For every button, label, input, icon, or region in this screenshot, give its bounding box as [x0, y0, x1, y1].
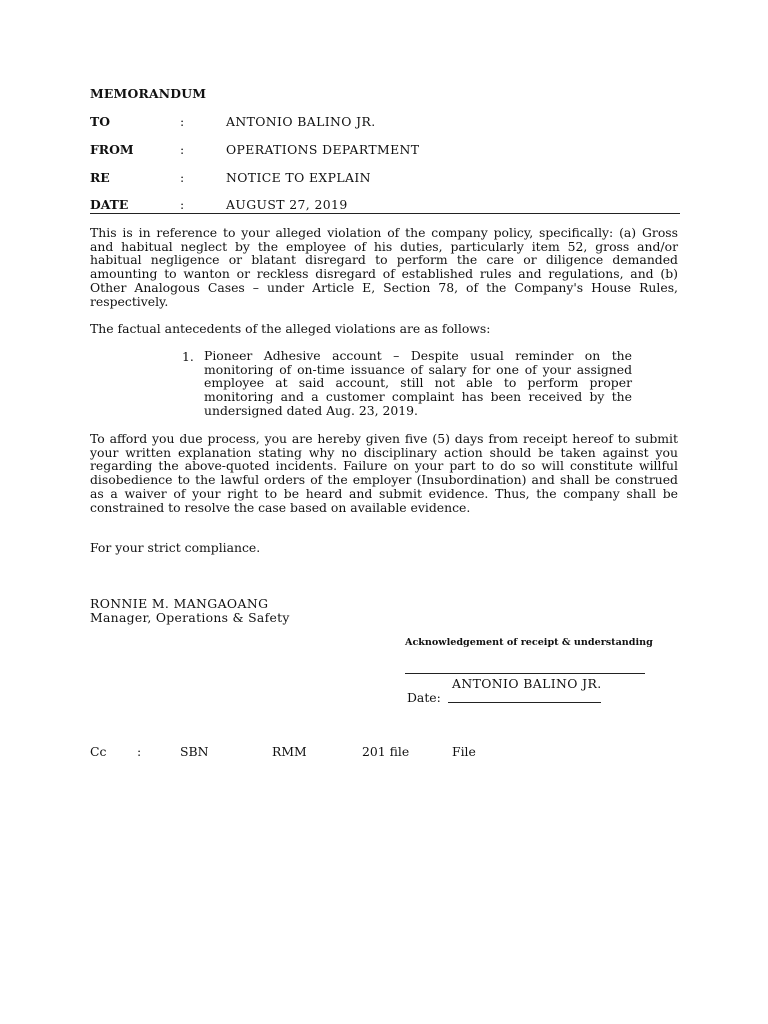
cc-recipient: SBN	[180, 744, 209, 759]
header-divider	[90, 213, 680, 214]
from-label: FROM	[90, 142, 134, 157]
signature-line	[405, 673, 645, 674]
acknowledgement-date-label: Date:	[407, 690, 441, 705]
to-value: ANTONIO BALINO JR.	[226, 114, 376, 129]
date-label: DATE	[90, 197, 129, 212]
re-colon: :	[180, 170, 185, 185]
cc-recipient: 201 file	[362, 744, 410, 759]
to-label: TO	[90, 114, 111, 129]
body-paragraph-2: The factual antecedents of the alleged violations are as follows:	[90, 321, 491, 336]
memo-title: MEMORANDUM	[90, 86, 207, 101]
re-value: NOTICE TO EXPLAIN	[226, 170, 371, 185]
date-colon: :	[180, 197, 185, 212]
header-row-re	[90, 170, 680, 188]
cc-colon: :	[137, 744, 142, 759]
body-paragraph-1: This is in reference to your alleged violation of the company policy, specifically: (a) Gross and habitual neglect by the employee of his duties, particularly item 52, gross and/or habitual negligence or blatant disregard to perform the care or diligence demanded amounting to wanton or reckless disregard of established rules and regulations, and (b) Other Analogous Cases – under Article E, Section 78, of the Company's House Rules, respectively.	[90, 225, 678, 309]
date-value: AUGUST 27, 2019	[226, 197, 348, 212]
from-value: OPERATIONS DEPARTMENT	[226, 142, 420, 157]
cc-recipient: File	[452, 744, 476, 759]
from-colon: :	[180, 142, 185, 157]
body-paragraph-4: For your strict compliance.	[90, 540, 261, 555]
header-row-to	[90, 114, 680, 132]
to-colon: :	[180, 114, 185, 129]
list-item-number: 1.	[182, 349, 194, 364]
acknowledgement-heading: Acknowledgement of receipt & understanding	[405, 637, 653, 648]
body-paragraph-3: To afford you due process, you are hereby given five (5) days from receipt hereof to submit your written explanation stating why no disciplinary action should be taken against you regarding the above-quoted incidents. Failure on your part to do so will constitute willful disobedience to the lawful orders of the employer (Insubordination) and shall be construed as a waiver of your right to be heard and submit evidence. Thus, the company shall be constrained to resolve the case based on available evidence.	[90, 431, 678, 515]
list-item-text: Pioneer Adhesive account – Despite usual reminder on the monitoring of on-time issuance of salary for one of your assigned employee at said account, still not able to perform proper monitoring and a customer complaint has been received by the undersigned dated Aug. 23, 2019.	[204, 348, 632, 418]
acknowledgement-name: ANTONIO BALINO JR.	[452, 676, 602, 691]
acknowledgement-date-line	[448, 702, 601, 703]
re-label: RE	[90, 170, 110, 185]
signatory-name: RONNIE M. MANGAOANG	[90, 596, 269, 611]
signatory-title: Manager, Operations & Safety	[90, 610, 290, 625]
header-row-from	[90, 142, 680, 160]
cc-recipient: RMM	[272, 744, 307, 759]
cc-label: Cc	[90, 744, 107, 759]
